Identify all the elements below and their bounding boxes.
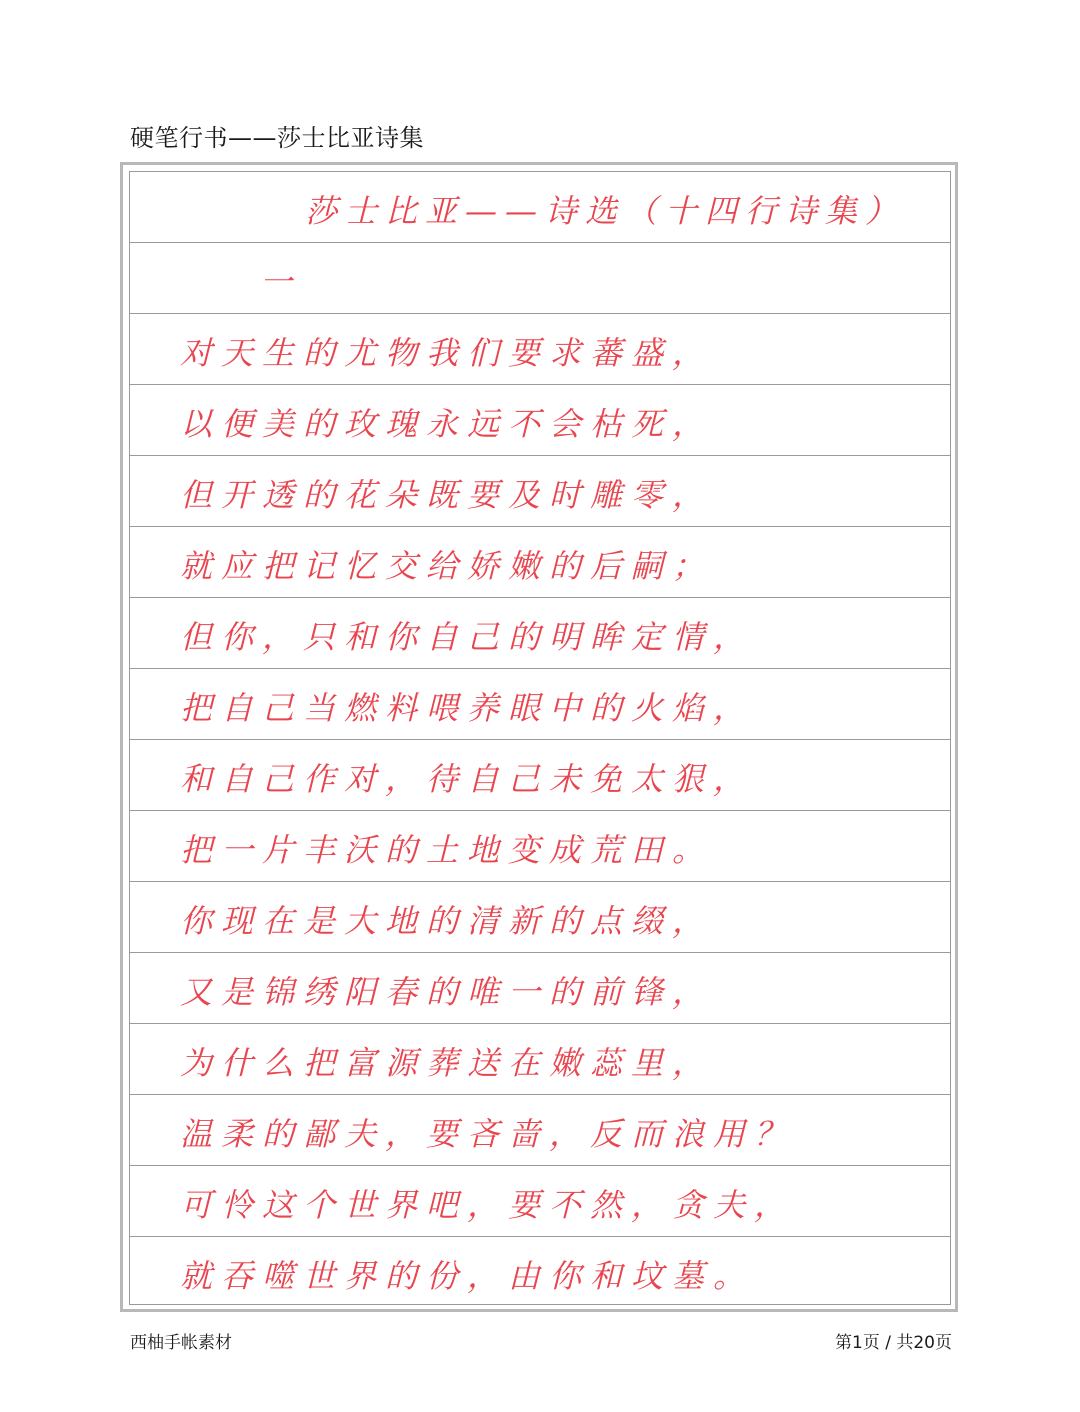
poem-line: 但开透的花朵既要及时雕零， bbox=[180, 476, 714, 514]
poem-line-row bbox=[130, 314, 950, 385]
poem-line: 以便美的玫瑰永远不会枯死， bbox=[180, 405, 714, 443]
poem-line-row bbox=[130, 953, 950, 1024]
poem-line-row bbox=[130, 456, 950, 527]
poem-line: 可怜这个世界吧，要不然，贪夫， bbox=[180, 1186, 796, 1224]
poem-line-row bbox=[130, 669, 950, 740]
poem-line: 但你，只和你自己的明眸定情， bbox=[180, 618, 755, 656]
poem-line: 为什么把富源葬送在嫩蕊里， bbox=[180, 1044, 714, 1082]
section-number-row bbox=[130, 243, 950, 314]
sheet-title: 莎士比亚——诗选（十四行诗集） bbox=[305, 192, 906, 230]
poem-line-row bbox=[130, 1024, 950, 1095]
footer-source: 西柚手帐素材 bbox=[130, 1333, 232, 1353]
poem-line: 和自己作对，待自己未免太狠， bbox=[180, 760, 755, 798]
sheet-title-row bbox=[130, 172, 950, 243]
footer-page-number: 第1页 / 共20页 bbox=[835, 1333, 952, 1353]
poem-line-row bbox=[130, 1166, 950, 1237]
poem-line-row bbox=[130, 740, 950, 811]
poem-line-row bbox=[130, 811, 950, 882]
section-number: 一 bbox=[260, 263, 302, 301]
poem-line-row bbox=[130, 385, 950, 456]
poem-line-row bbox=[130, 527, 950, 598]
poem-line-row bbox=[130, 598, 950, 669]
poem-line-row bbox=[130, 1237, 950, 1308]
poem-line: 把自己当燃料喂养眼中的火焰， bbox=[180, 689, 755, 727]
poem-line: 把一片丰沃的土地变成荒田。 bbox=[180, 831, 714, 869]
poem-line: 温柔的鄙夫，要吝啬，反而浪用？ bbox=[180, 1115, 796, 1153]
poem-line: 就吞噬世界的份，由你和坟墓。 bbox=[180, 1257, 755, 1295]
poem-line: 又是锦绣阳春的唯一的前锋， bbox=[180, 973, 714, 1011]
poem-line: 就应把记忆交给娇嫩的后嗣； bbox=[180, 547, 714, 585]
poem-line: 对天生的尤物我们要求蕃盛， bbox=[180, 334, 714, 372]
poem-line-row bbox=[130, 882, 950, 953]
poem-line-row bbox=[130, 1095, 950, 1166]
document-header-title: 硬笔行书——莎士比亚诗集 bbox=[130, 124, 424, 152]
copybook-sheet bbox=[129, 171, 951, 1305]
poem-line: 你现在是大地的清新的点缀， bbox=[180, 902, 714, 940]
